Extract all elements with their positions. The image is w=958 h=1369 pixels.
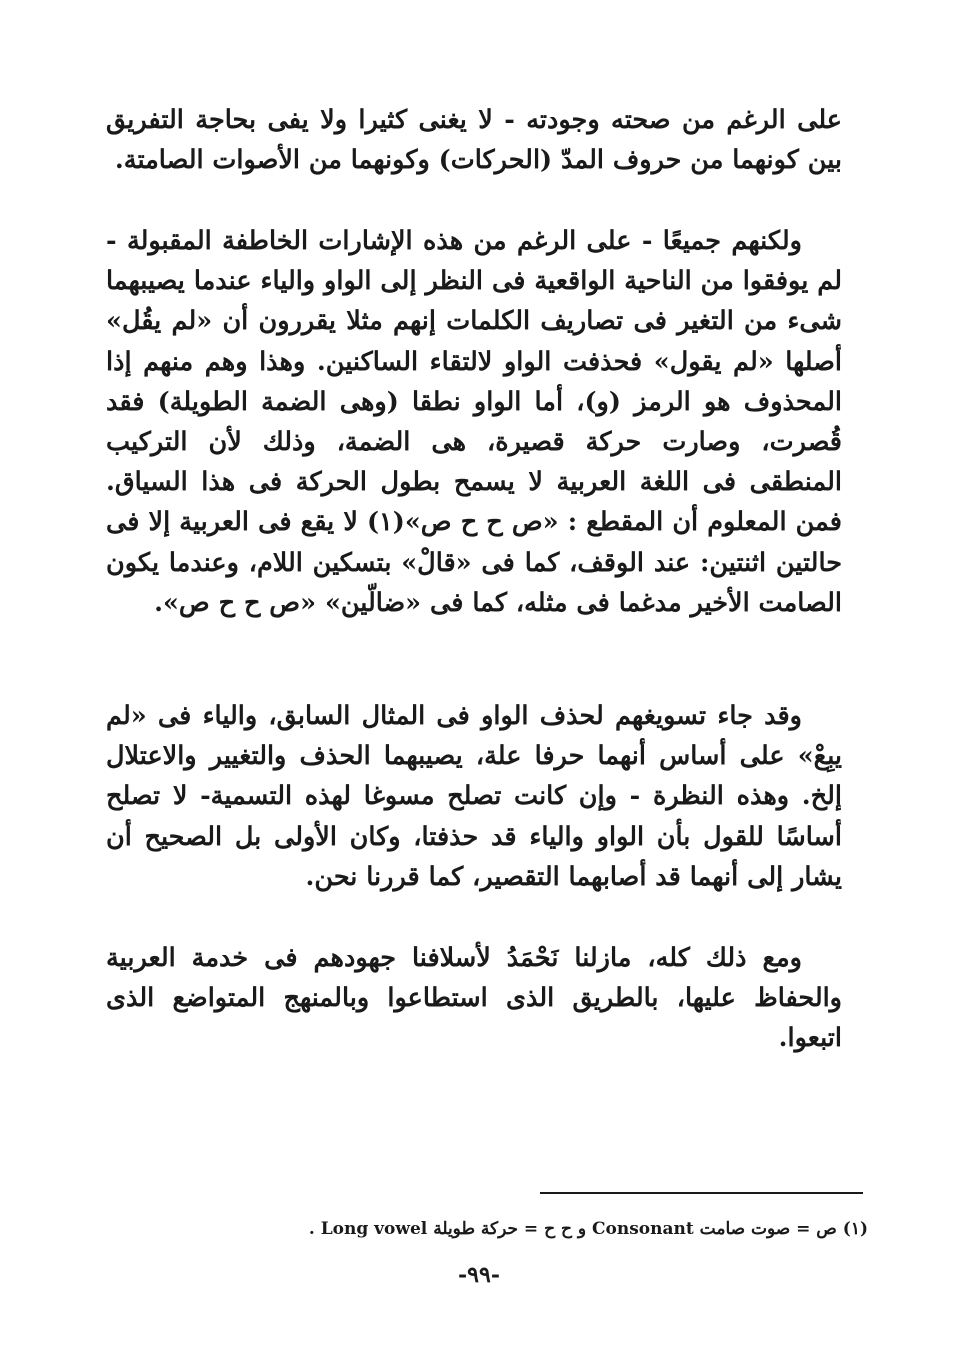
paragraph-2 — [106, 221, 842, 623]
paragraph-4 — [106, 938, 842, 1059]
paragraph-2-text: ولكنهم جميعًا - على الرغم من هذه الإشارات الخاطفة المقبولة - لم يوفقوا من الناحية الواقعية فى النظر إلى الواو والياء عندما يصيبهما شىء من التغير فى تصاريف الكلمات إنهم مثلا يقررون أن «لم يقُل» أصلها «لم يقول» فحذفت الواو لالتقاء الساكنين. وهذا وهم منهم إذا المحذوف هو الرمز (و)، أما الواو نطقا (وهى الضمة الطويلة) فقد قُصرت، وصارت حركة قصيرة، هى الضمة، وذلك لأن التركيب المنطقى فى اللغة العربية لا يسمح بطول الحركة فى هذا السياق. فمن المعلوم أن المقطع : «ص ح ح ص»(١) لا يقع فى العربية إلا فى حالتين اثنتين: عند الوقف، كما فى «قالْ» بتسكين اللام، وعندما يكون الصامت الأخير مدغما فى مثله، كما فى «ضالّين» «ص ح ح ص». — [106, 226, 842, 618]
paragraph-4-text: ومع ذلك كله، مازلنا نَحْمَدُ لأسلافنا جهودهم فى خدمة العربية والحفاظ عليها، بالطريق الذى استطاعوا وبالمنهج المتواضع الذى اتبعوا. — [106, 943, 842, 1054]
page-number: -٩٩- — [458, 1262, 500, 1288]
footnote: (١) ص = صوت صامت Consonant و ح ح = حركة طويلة Long vowel . — [308, 1219, 868, 1239]
paragraph-continuation: على الرغم من صحته وجودته - لا يغنى كثيرا ولا يفى بحاجة التفريق بين كونهما من حروف المدّ (الحركات) وكونهما من الأصوات الصامتة. — [106, 105, 842, 176]
paragraph-3 — [106, 696, 842, 897]
paragraph-3-text: وقد جاء تسويغهم لحذف الواو فى المثال السابق، والياء فى «لم يبِعْ» على أساس أنهما حرفا علة، يصيبهما الحذف والتغيير والاعتلال إلخ. وهذه النظرة - وإن كانت تصلح مسوغا لهذه التسمية- لا تصلح أساسًا للقول بأن الواو والياء قد حذفتا، وكان الأولى بل الصحيح أن يشار إلى أنهما قد أصابهما التقصير، كما قررنا نحن. — [106, 701, 842, 892]
footnote-divider — [540, 1192, 863, 1194]
